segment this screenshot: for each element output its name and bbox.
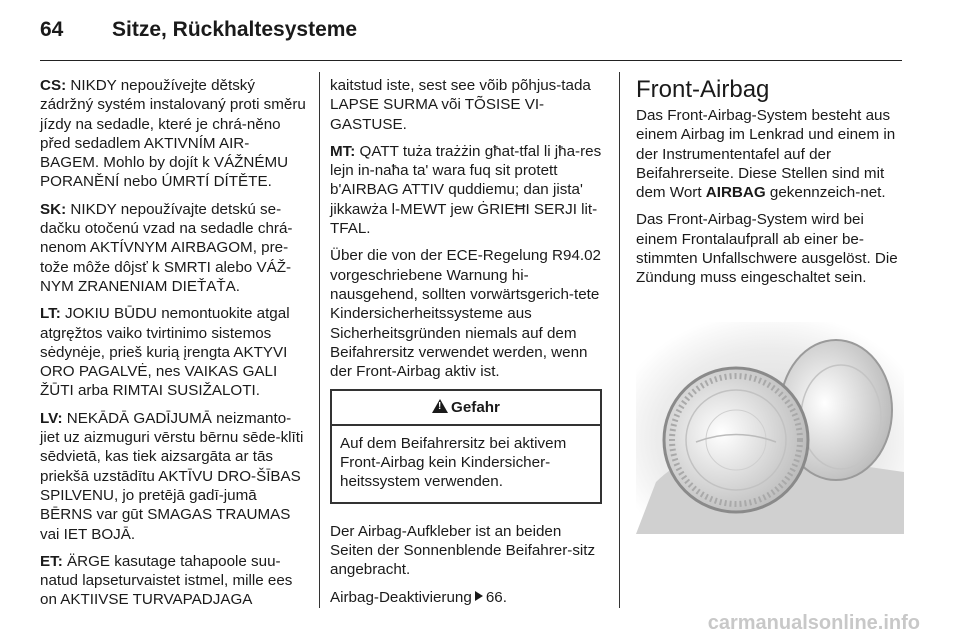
danger-box-title: !Gefahr <box>332 391 600 425</box>
warning-cs: CS: NIKDY nepoužívejte dětský zádržný systém instalovaný proti směru jízdy na sedadle, které je chrá-něno před sedadlem AKTIVNÍM AIR-BAGEM. Mohlo by dojít k VÁŽNÉMU PORANĚNÍ nebo ÚMRTÍ DÍTĚTE. <box>40 77 306 191</box>
column-right <box>636 76 904 296</box>
airbag-paragraph-2: Das Front-Airbag-System wird bei einem Frontalaufprall ab einer be-stimmten Unfallschwere ausgelöst. Die Zündung muss eingeschaltet sein. <box>636 211 898 287</box>
header-rule <box>40 60 902 61</box>
page-title: Sitze, Rückhaltesysteme <box>112 18 358 41</box>
warning-lt: LT: JOKIU BŪDU nemontuokite atgal atgręžtos vaiko tvirtinimo sistemos sėdynėje, prieš kurią įrengta AKTYVI ORO PAGALVĖ, nes VAIKAS GALI ŽŪTI arba RIMTAI SUSIŽALOTI. <box>40 305 290 400</box>
warning-et: ET: ÄRGE kasutage tahapoole suu-natud lapseturvaistet istmel, mille ees on AKTIIVSE TURVAPADJAGA <box>40 552 293 609</box>
page-number: 64 <box>40 18 64 41</box>
warning-sk: SK: NIKDY nepoužívajte detskú se-dačku otočenú vzad na sedadle chrá-nenom AKTÍVNYM AIRBAGOM, pre-tože môže dôjsť k SMRTI alebo VÁŽ-NYM ZRANENIAM DIEŤAŤA. <box>40 200 293 295</box>
warning-lv: LV: NEKĀDĀ GADĪJUMĀ neizmanto-jiet uz aizmuguri vērstu bērnu sēde-klīti sēdvietā, kas tiek aizsargāta ar tās priekšā uzstādītu AKTĪVU DRO-ŠĪBAS SPILVENU, jo pretējā gadī-jumā BĒRNS var gūt SMAGAS TRAUMAS vai IET BOJĀ. <box>40 409 304 543</box>
airbag-paragraph-1: Das Front-Airbag-System besteht aus einem Airbag im Lenkrad und einem in der Instrumententafel auf der Beifahrerseite. Diese Stellen sind mit dem Wort AIRBAG gekennzeich-net. <box>636 107 896 202</box>
page-header <box>40 18 357 42</box>
danger-box-text: Auf dem Beifahrersitz bei aktivem Front-Airbag kein Kindersicher-heitssystem verwenden. <box>340 434 567 491</box>
ece-paragraph: Über die von der ECE-Regelung R94.02 vorgeschriebene Warnung hi-nausgehend, sollten vorwärtsgerich-tete Kindersicherheitssysteme aus Sicherheitsgründen niemals auf dem Beifahrersitz verwendet werden, wenn der Front-Airbag aktiv ist. <box>330 247 602 381</box>
airbag-illustration <box>636 322 904 534</box>
sticker-paragraph: Der Airbag-Aufkleber ist an beiden Seiten der Sonnenblende Beifahrer-sitz angebracht. <box>330 522 596 579</box>
watermark: carmanualsonline.info <box>707 612 920 634</box>
danger-box <box>330 389 602 503</box>
warning-et-continued: kaitstud iste, sest see võib põhjus-tada LAPSE SURMA või TÕSISE VI-GASTUSE. <box>330 77 591 133</box>
column-left <box>40 76 308 618</box>
section-heading: Front-Airbag <box>636 76 770 103</box>
warning-triangle-icon <box>432 399 448 413</box>
column-divider <box>319 72 320 608</box>
page-ref-arrow-icon <box>475 591 483 601</box>
warning-mt: MT: QATT tuża trażżin għat-tfal li jħa-res lejn in-naħa ta' wara fuq sit protett b'AIRBAG ATTIV quddiemu; dan jista' jikkawża l-MEWT jew ĠRIEĦI SERJI lit-TFAL. <box>330 142 602 238</box>
cross-reference[interactable]: Airbag-Deaktivierung 66. <box>330 588 507 606</box>
column-divider <box>619 72 620 608</box>
column-middle <box>330 76 602 615</box>
